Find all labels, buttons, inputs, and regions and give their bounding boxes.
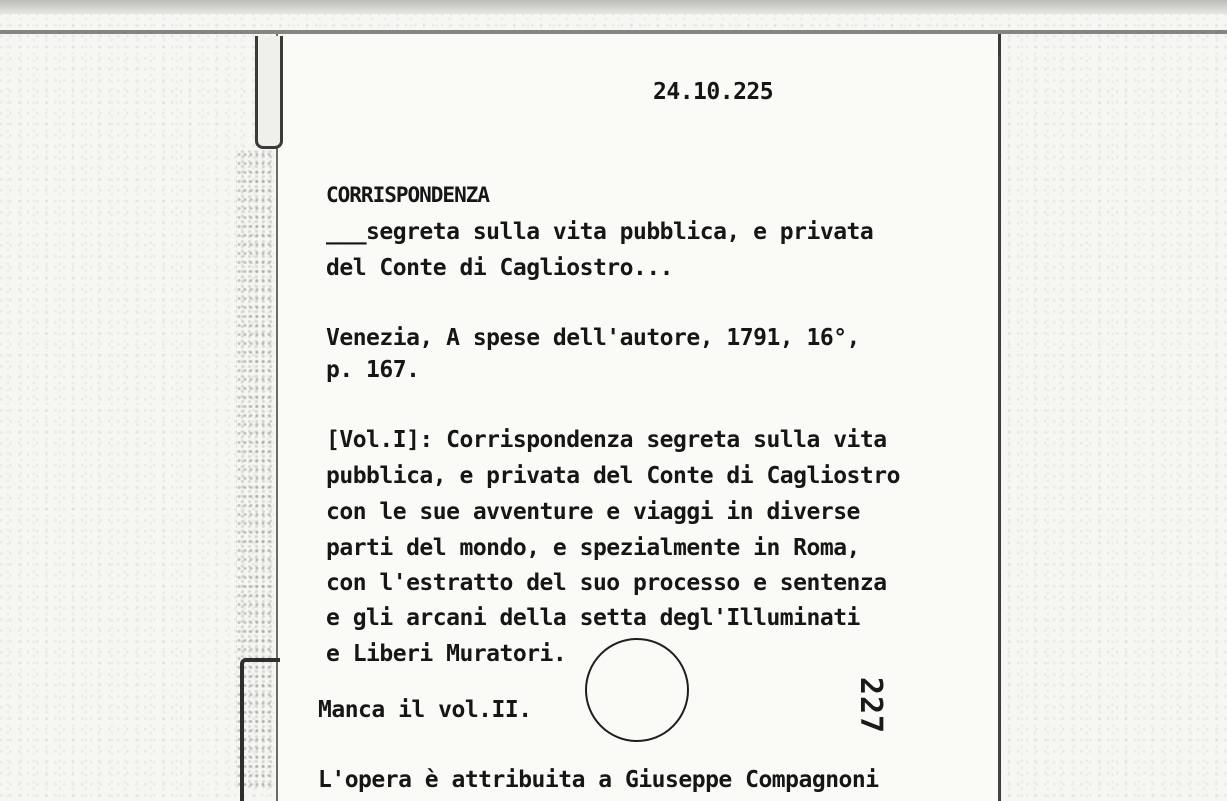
stamp-circle (585, 638, 689, 742)
volume-line: con le sue avventure e viaggi in diverse (326, 499, 860, 525)
previous-card-edge (0, 0, 1227, 14)
title-line-1: ___segreta sulla vita pubblica, e privata (326, 219, 874, 245)
volume-line: [Vol.I]: Corrispondenza segreta sulla vita (326, 427, 887, 453)
card-date: 24.10.225 (653, 79, 774, 105)
volume-line: parti del mondo, e spezialmente in Roma, (326, 535, 860, 561)
volume-line: con l'estratto del suo processo e sentenza (326, 570, 887, 596)
volume-line: e Liberi Muratori. (326, 641, 567, 667)
card-clip (240, 658, 280, 801)
title-line-2: del Conte di Cagliostro... (326, 255, 674, 281)
card-right-edge (998, 56, 1000, 801)
card-tab (255, 36, 283, 149)
imprint-line-2: p. 167. (326, 357, 420, 383)
volume-line: pubblica, e privata del Conte di Cagliostro (326, 463, 900, 489)
shelfmark-number: 227 (853, 676, 889, 735)
missing-volume-note: Manca il vol.II. (318, 697, 532, 723)
imprint-line-1: Venezia, A spese dell'autore, 1791, 16°, (326, 325, 860, 351)
card-heading: CORRISPONDENZA (326, 183, 490, 207)
volume-line: e gli arcani della setta degl'Illuminati (326, 605, 860, 631)
attribution-note: L'opera è attribuita a Giuseppe Compagnoni (318, 767, 879, 793)
